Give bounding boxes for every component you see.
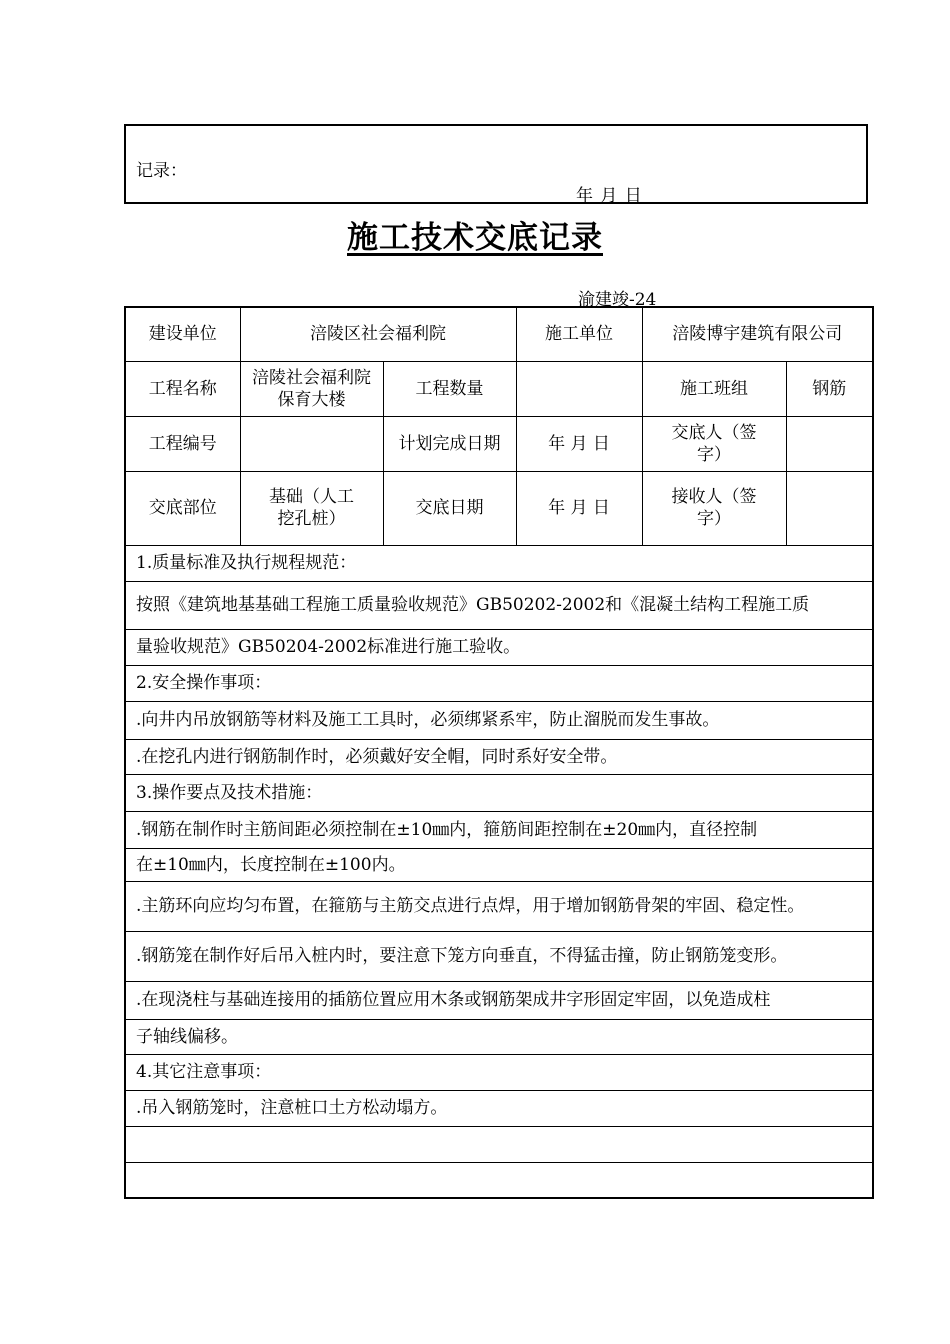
part-label: 交底部位 (125, 471, 240, 545)
table-row (125, 471, 873, 545)
table-row (125, 774, 873, 811)
record-date-line: 年 月 日 (576, 186, 643, 206)
table-row (125, 581, 873, 629)
content-line: .钢筋在制作时主筋间距必须控制在±10㎜内，箍筋间距控制在±20㎜内，直径控制 (125, 811, 873, 848)
brief-date-label: 交底日期 (383, 471, 516, 545)
table-row (125, 665, 873, 701)
content-line: 量验收规范》GB50204-2002标准进行施工验收。 (125, 629, 873, 665)
briefing-form-table (124, 306, 874, 1199)
plan-date-label: 计划完成日期 (383, 416, 516, 471)
empty-line (125, 1126, 873, 1162)
document-code: 渝建竣-24 (578, 290, 657, 310)
table-row (125, 848, 873, 881)
table-row (125, 739, 873, 774)
table-row (125, 1162, 873, 1198)
table-row (125, 701, 873, 739)
plan-date-value: 年 月 日 (516, 416, 642, 471)
content-line: .向井内吊放钢筋等材料及施工工具时，必须绑紧系牢，防止溜脱而发生事故。 (125, 701, 873, 739)
table-row (125, 629, 873, 665)
table-row (125, 361, 873, 416)
construction-unit-value: 涪陵区社会福利院 (240, 307, 516, 361)
table-row (125, 545, 873, 581)
receiver-value (786, 471, 873, 545)
table-row (125, 1019, 873, 1054)
table-row (125, 881, 873, 931)
table-row (125, 981, 873, 1019)
giver-label: 交底人（签字） (642, 416, 786, 471)
table-row (125, 811, 873, 848)
section-heading-technique: 3.操作要点及技术措施： (125, 774, 873, 811)
project-name-value: 涪陵社会福利院保育大楼 (240, 361, 383, 416)
content-line: 子轴线偏移。 (125, 1019, 873, 1054)
giver-value (786, 416, 873, 471)
table-row (125, 1054, 873, 1090)
content-line: .在现浇柱与基础连接用的插筋位置应用木条或钢筋架成井字形固定牢固，以免造成柱 (125, 981, 873, 1019)
content-line: 按照《建筑地基基础工程施工质量验收规范》GB50202-2002和《混凝土结构工程施工质 (125, 581, 873, 629)
section-heading-other: 4.其它注意事项： (125, 1054, 873, 1090)
project-name-label: 工程名称 (125, 361, 240, 416)
table-row (125, 1090, 873, 1126)
part-value: 基础（人工挖孔桩） (240, 471, 383, 545)
project-no-label: 工程编号 (125, 416, 240, 471)
page-title: 施工技术交底记录 (347, 220, 603, 256)
builder-value: 涪陵博宇建筑有限公司 (642, 307, 873, 361)
quantity-label: 工程数量 (383, 361, 516, 416)
content-line: .在挖孔内进行钢筋制作时，必须戴好安全帽，同时系好安全带。 (125, 739, 873, 774)
team-label: 施工班组 (642, 361, 786, 416)
record-label: 记录： (136, 161, 187, 181)
table-row (125, 1126, 873, 1162)
table-row (125, 931, 873, 981)
empty-line (125, 1162, 873, 1198)
section-heading-safety: 2.安全操作事项： (125, 665, 873, 701)
section-heading-quality: 1.质量标准及执行规程规范： (125, 545, 873, 581)
builder-label: 施工单位 (516, 307, 642, 361)
team-value: 钢筋 (786, 361, 873, 416)
table-row (125, 416, 873, 471)
table-row (125, 307, 873, 361)
construction-unit-label: 建设单位 (125, 307, 240, 361)
receiver-label: 接收人（签字） (642, 471, 786, 545)
content-line: .吊入钢筋笼时，注意桩口土方松动塌方。 (125, 1090, 873, 1126)
record-box (124, 124, 868, 204)
content-line: .钢筋笼在制作好后吊入桩内时，要注意下笼方向垂直，不得猛击撞，防止钢筋笼变形。 (125, 931, 873, 981)
brief-date-value: 年 月 日 (516, 471, 642, 545)
project-no-value (240, 416, 383, 471)
content-line: .主筋环向应均匀布置，在箍筋与主筋交点进行点焊，用于增加钢筋骨架的牢固、稳定性。 (125, 881, 873, 931)
quantity-value (516, 361, 642, 416)
content-line: 在±10㎜内，长度控制在±100内。 (125, 848, 873, 881)
